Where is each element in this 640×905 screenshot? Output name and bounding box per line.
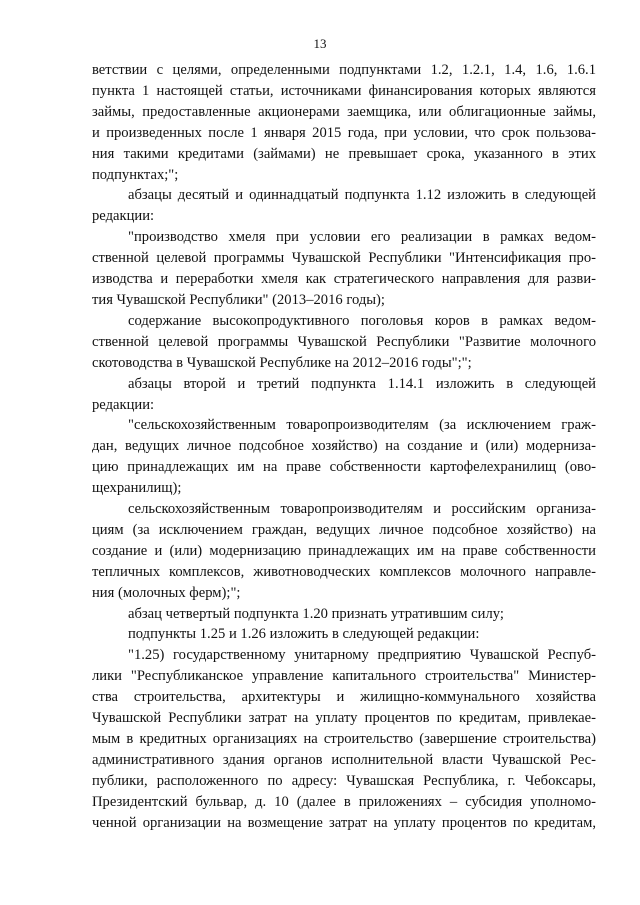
paragraph	[92, 499, 596, 604]
text-line: скотоводства в Чувашской Республике на 2012–2016 годы";";	[92, 354, 472, 371]
text-line: и произведенных после 1 января 2015 года, при условии, что срок пользова-	[92, 124, 596, 141]
text-line: редакции:	[92, 396, 155, 413]
paragraph	[92, 311, 596, 374]
text-line: займы, предоставленные акционерами заемщика, или облигационные займы,	[92, 103, 596, 120]
text-line: редакции:	[92, 208, 155, 225]
text-line: сельскохозяйственным товаропроизводителям и российским организа-	[128, 501, 596, 518]
paragraph	[92, 645, 596, 833]
paragraph	[92, 374, 596, 416]
text-line: содержание высокопродуктивного поголовья коров в рамках ведом-	[128, 312, 596, 329]
paragraph	[92, 604, 596, 625]
paragraph	[92, 185, 596, 227]
text-line: абзац четвертый подпункта 1.20 признать утратившим силу;	[128, 605, 504, 622]
text-line: создание и (или) модернизацию принадлежащих им на праве собственности	[92, 542, 596, 559]
text-line: щехранилищ);	[92, 480, 182, 497]
text-line: лики "Республиканское управление капитального строительства" Министер-	[92, 668, 596, 685]
paragraph	[92, 60, 596, 185]
text-line: подпункты 1.25 и 1.26 изложить в следующей редакции:	[128, 626, 480, 643]
text-line: подпунктах;";	[92, 166, 179, 183]
text-line: тепличных комплексов, животноводческих комплексов молочного направле-	[92, 563, 596, 580]
paragraph	[92, 624, 596, 645]
text-line: ственной целевой программы Чувашской Республики "Интенсификация про-	[92, 250, 596, 267]
text-line: тия Чувашской Республики" (2013–2016 годы);	[92, 291, 385, 308]
text-line: ния такими кредитами (займами) не превышает срока, указанного в этих	[92, 145, 596, 162]
text-line: абзацы второй и третий подпункта 1.14.1 изложить в следующей	[128, 375, 596, 392]
text-line: ния (молочных ферм);";	[92, 584, 241, 601]
text-line: "производство хмеля при условии его реализации в рамках ведом-	[128, 229, 596, 246]
text-line: Президентский бульвар, д. 10 (далее в приложениях – субсидия уполномо-	[92, 793, 596, 810]
text-line: абзацы десятый и одиннадцатый подпункта 1.12 изложить в следующей	[128, 187, 596, 204]
text-line: Чувашской Республики затрат на уплату процентов по кредитам, привлекае-	[92, 710, 596, 727]
text-line: циям (за исключением граждан, ведущих личное подсобное хозяйство) на	[92, 521, 596, 538]
text-line: "сельскохозяйственным товаропроизводителям (за исключением граж-	[128, 417, 596, 434]
paragraph	[92, 415, 596, 499]
text-line: ветствии с целями, определенными подпунктами 1.2, 1.2.1, 1.4, 1.6, 1.6.1	[92, 62, 596, 78]
text-line: мым в кредитных организациях на строительство (завершение строительства)	[92, 731, 596, 747]
document-body	[92, 60, 596, 834]
text-line: изводства и переработки хмеля как стратегического направления для разви-	[92, 271, 596, 288]
text-line: пункта 1 настоящей статьи, источниками финансирования которых являются	[92, 82, 596, 99]
paragraph	[92, 227, 596, 311]
page-number: 13	[313, 36, 327, 51]
text-line: ства строительства, архитектуры и жилищно-коммунального хозяйства	[92, 689, 596, 706]
text-line: административного здания органов исполнительной власти Чувашской Рес-	[92, 751, 596, 768]
text-line: цию принадлежащих им на праве собственности картофелехранилищ (ово-	[92, 459, 596, 476]
text-line: "1.25) государственному унитарному предприятию Чувашской Респуб-	[128, 647, 596, 664]
text-line: дан, ведущих личное подсобное хозяйство) на создание и (или) модерниза-	[92, 438, 596, 455]
text-line: ственной целевой программы Чувашской Республики "Развитие молочного	[92, 333, 596, 350]
text-line: публики, расположенного по адресу: Чувашская Республика, г. Чебоксары,	[92, 772, 596, 789]
text-line: ченной организации на возмещение затрат на уплату процентов по кредитам,	[92, 814, 596, 831]
